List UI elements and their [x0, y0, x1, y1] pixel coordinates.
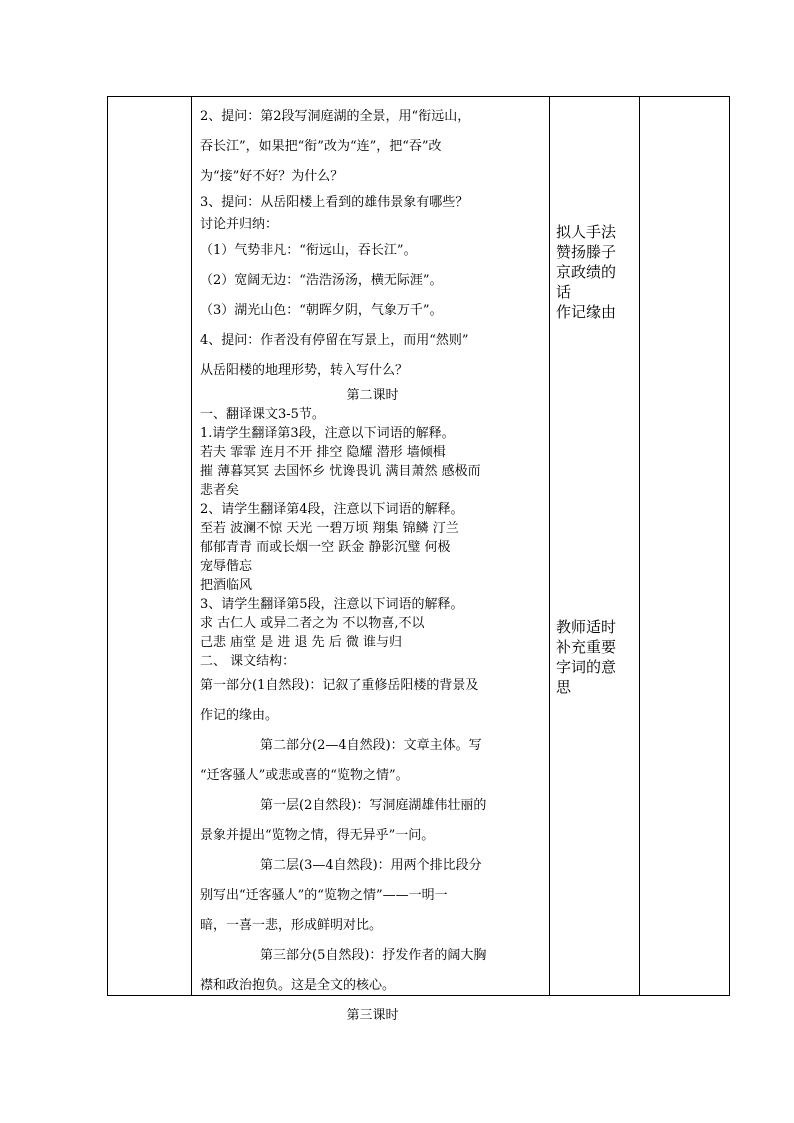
note-line: 思: [556, 678, 572, 696]
side-note-vocabulary: [556, 617, 637, 697]
content-line: 宠辱偕忘: [200, 559, 253, 574]
note-line: 作记缘由: [556, 303, 617, 321]
content-line: 襟和政治抱负。这是全文的核心。: [200, 978, 396, 993]
column-blank-right: [640, 97, 729, 995]
column-teaching-content: [192, 97, 550, 1023]
content-line: 2、请学生翻译第4段，注意以下词语的解释。: [200, 502, 464, 517]
column-blank-left: [108, 97, 192, 995]
content-line: “迁客骚人”或悲或喜的“览物之情”。: [200, 768, 409, 783]
note-line: 话: [556, 283, 572, 301]
content-line: （1）气势非凡：“衔远山，吞长江”。: [200, 243, 417, 258]
content-line: 3、请学生翻译第5段，注意以下词语的解释。: [200, 597, 464, 612]
content-line: 吞长江”，如果把“衔”改为“连”，把“吞”改: [200, 139, 442, 154]
content-line: 4、提问：作者没有停留在写景上，而用“然则”: [200, 333, 469, 348]
note-line: 字词的意: [556, 658, 617, 676]
content-line: 别写出“迁客骚人”的“览物之情”——一明一: [200, 888, 448, 903]
content-line: 1.请学生翻译第3段，注意以下词语的解释。: [200, 426, 455, 441]
content-line: 暗，一喜一悲，形成鲜明对比。: [200, 918, 383, 933]
content-line: 郁郁青青 而或长烟一空 跃金 静影沉璧 何极: [200, 540, 451, 555]
content-line: 2、提问：第2段写洞庭湖的全景，用“衔远山，: [200, 109, 471, 124]
content-line: 第一层(2自然段)：写洞庭湖雄伟壮丽的: [260, 798, 487, 813]
content-line: 把酒临风: [200, 578, 253, 593]
content-line: 悲者矣: [200, 483, 240, 498]
teaching-content: [200, 102, 545, 1031]
content-line: 从岳阳楼的地理形势，转入写什么？: [200, 363, 409, 378]
content-line: 作记的缘由。: [200, 708, 279, 723]
content-line: （3）湖光山色：“朝晖夕阴，气象万千”。: [200, 303, 443, 318]
content-line: 第三部分(5自然段)：抒发作者的阔大胸: [260, 948, 487, 963]
note-line: 教师适时: [556, 618, 617, 636]
column-design-notes: [550, 97, 640, 995]
content-line: 若夫 霏霏 连月不开 排空 隐耀 潜形 墙倾楫: [200, 445, 446, 460]
section-heading: 第二课时: [346, 388, 399, 403]
content-line: 景象并提出“览物之情，得无异乎”一问。: [200, 828, 435, 843]
side-note-personification: [556, 222, 637, 322]
note-line: 赞扬滕子: [556, 243, 617, 261]
content-line: （2）宽阔无边：“浩浩汤汤，横无际涯”。: [200, 273, 443, 288]
note-line: 补充重要: [556, 638, 617, 656]
content-line: 3、提问：从岳阳楼上看到的雄伟景象有哪些？: [200, 195, 469, 210]
note-line: 拟人手法: [556, 223, 617, 241]
lesson-table: [107, 96, 730, 1023]
section-heading: 第三课时: [346, 1008, 399, 1023]
content-line: 讨论并归纳：: [200, 217, 279, 232]
content-line: 第二层(3—4自然段)：用两个排比段分: [260, 858, 482, 873]
content-line: 至若 波澜不惊 天光 一碧万顷 翔集 锦鳞 汀兰: [200, 521, 459, 536]
content-line: 己悲 庙堂 是 进 退 先 后 微 谁与归: [200, 635, 403, 650]
note-line: 京政绩的: [556, 263, 617, 281]
content-line: 一、翻译课文3-5节。: [200, 407, 325, 422]
content-line: 为“接”好不好？为什么？: [200, 169, 344, 184]
content-line: 第一部分(1自然段)：记叙了重修岳阳楼的背景及: [200, 678, 479, 693]
content-line: 求 古仁人 或异二者之为 不以物喜,不以: [200, 616, 425, 631]
content-line: 第二部分(2—4自然段)：文章主体。写: [260, 738, 482, 753]
content-line: 摧 薄暮冥冥 去国怀乡 忧谗畏讥 满目萧然 感极而: [200, 464, 481, 479]
content-line: 二、 课文结构：: [200, 654, 296, 669]
